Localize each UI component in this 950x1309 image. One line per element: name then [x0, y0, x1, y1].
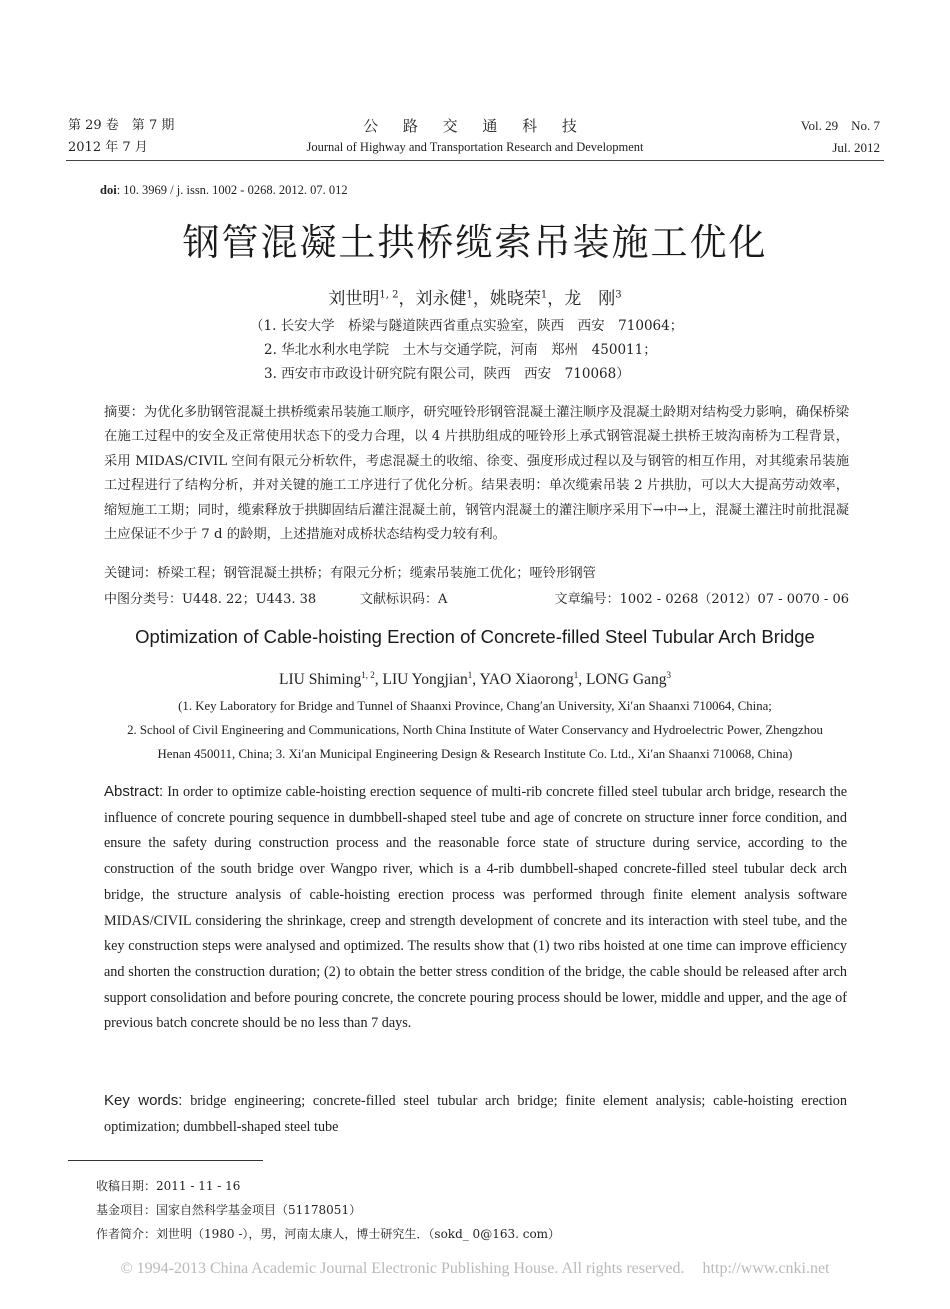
keywords-label: Key words: [104, 1092, 183, 1109]
received-date: 收稿日期：2011 - 11 - 16 [96, 1179, 241, 1193]
clc-number: 中图分类号：U448. 22；U443. 38 [104, 592, 317, 607]
date-en: Jul. 2012 [832, 140, 880, 155]
affiliation-line: 2. 华北水利水电学院 土木与交通学院，河南 郑州 450011； [264, 342, 657, 358]
volume-en: Vol. 29 No. 7 [800, 118, 880, 133]
abstract-en [104, 779, 847, 1037]
authors-cn [0, 284, 950, 309]
author-affiliation-mark: 3 [615, 289, 622, 301]
keywords-en [104, 1088, 847, 1140]
author-affiliation-mark: 3 [666, 670, 671, 680]
abstract-cn: 摘要：为优化多肋钢管混凝土拱桥缆索吊装施工顺序，研究哑铃形钢管混凝土灌注顺序及混凝土龄期对结构受力影响，确保桥梁在施工过程中的安全及正常使用状态下的受力合理，以 4 片拱肋组成的哑铃形上承式钢管混凝土拱桥王坡沟南桥为工程背景，采用 MIDAS/CIVIL 空间有限元分析软件，考虑混凝土的收缩、徐变、强度形成过程以及与钢管的相互作用，对其缆索吊装施工过程进行了结构分析，并对关键的施工工序进行了优化分析。结果表明：单次缆索吊装 2 片拱肋，可以大大提高劳动效率，缩短施工工期；同时，缆索释放于拱脚固结后灌注混凝土前，钢管内混凝土的灌注顺序采用下→中→上，混凝土灌注时前批混凝土应保证不少于 7 d 的龄期，上述措施对成桥状态结构受力较有利。 [104, 405, 849, 543]
authors-en [0, 670, 950, 689]
keywords-text: bridge engineering; concrete-filled steel tubular arch bridge; finite element analysis; cable-hoisting erection optimization; dumbbell-shaped steel tube [104, 1093, 847, 1135]
doi-value: : 10. 3969 / j. issn. 1002 - 0268. 2012. 07. 012 [116, 183, 348, 197]
paper-title-en: Optimization of Cable-hoisting Erection of Concrete-filled Steel Tubular Arch Bridge [135, 626, 815, 647]
author-name: , YAO Xiaorong [472, 671, 574, 689]
abstract-text: In order to optimize cable-hoisting erection sequence of multi-rib concrete filled steel tubular arch bridge, research the influence of concrete pouring sequence in dumbbell-shaped steel tube and age of concrete on structure inner force condition, and ensure the safety during construction process and the reasonable force state of structure during service, according to the construction of the south bridge over Wangpo river, which is a 4-rib dumbbell-shaped concrete-filled steel tubular deck arch bridge, the structure analysis of cable-hoisting erection process was performed through finite element analysis software MIDAS/CIVIL considering the shrinkage, creep and strength development of concrete and its interaction with steel tube, and the key construction steps were analysed and optimized. The results show that (1) two ribs hoisted at one time can improve efficiency and shorten the construction duration; (2) to obtain the better stress condition of the bridge, the cable should be released after arch support consolidation and before pouring concrete, the concrete pouring process should be lower, middle and upper, and the age of previous batch concrete should be no less than 7 days. [104, 784, 847, 1032]
volume-cn: 第 29 卷 第 7 期 [68, 118, 175, 133]
article-number: 文章编号：1002 - 0268（2012）07 - 0070 - 06 [554, 592, 849, 607]
journal-name-en: Journal of Highway and Transportation Research and Development [306, 140, 644, 154]
affiliations-en [60, 694, 890, 766]
doi-label: doi [100, 183, 117, 197]
author-name: ，龙 刚 [547, 289, 616, 309]
journal-name-cn: 公 路 交 通 科 技 [363, 117, 587, 135]
footnote-divider [68, 1160, 263, 1161]
affiliation-line: （1. 长安大学 桥梁与隧道陕西省重点实验室，陕西 西安 710064； [250, 318, 684, 334]
affiliation-line: 2. School of Civil Engineering and Communications, North China Institute of Water Conservancy and Hydroelectric Power, Zhengzhou [127, 723, 823, 737]
author-name: LIU Shiming [279, 671, 362, 689]
cnki-url: http://www.cnki.net [702, 1260, 830, 1277]
header-volume-issue-en [801, 115, 880, 159]
keywords-cn: 关键词：桥梁工程；钢管混凝土拱桥；有限元分析；缆索吊装施工优化；哑铃形钢管 [104, 566, 596, 581]
paper-title-cn: 钢管混凝土拱桥缆索吊装施工优化 [182, 221, 768, 264]
doi-line [100, 183, 348, 198]
copyright-notice [0, 1260, 950, 1278]
copyright-text: © 1994-2013 China Academic Journal Electronic Publishing House. All rights reserved. [120, 1260, 685, 1277]
author-name: 刘世明 [328, 289, 380, 309]
author-affiliation-mark: 1, 2 [379, 289, 399, 301]
author-affiliation-mark: 1 [466, 289, 473, 301]
author-bio: 作者简介：刘世明（1980 -），男，河南太康人，博士研究生．（sokd_ 0@163. com） [96, 1227, 561, 1241]
affiliations-cn [250, 314, 683, 386]
author-name: , LONG Gang [578, 671, 667, 689]
author-name: , LIU Yongjian [374, 671, 468, 689]
author-affiliation-mark: 1 [467, 670, 473, 680]
affiliation-line: Henan 450011, China; 3. Xi′an Municipal Engineering Design & Research Institute Co. Ltd., Xi′an Shaanxi 710068, China) [157, 747, 793, 761]
funding: 基金项目：国家自然科学基金项目（51178051） [96, 1203, 362, 1217]
author-name: ，刘永健 [398, 289, 467, 309]
author-affiliation-mark: 1 [573, 670, 579, 680]
date-cn: 2012 年 7 月 [68, 140, 148, 155]
author-affiliation-mark: 1 [540, 289, 548, 301]
affiliation-line: 3. 西安市市政设计研究院有限公司，陕西 西安 710068） [264, 366, 630, 382]
document-code: 文献标识码：A [360, 592, 448, 607]
abstract-label: Abstract: [104, 783, 164, 800]
header-divider [66, 160, 884, 161]
author-name: ，姚晓荣 [472, 289, 541, 309]
footnotes [96, 1174, 560, 1246]
affiliation-line: (1. Key Laboratory for Bridge and Tunnel of Shaanxi Province, Chang′an University, Xi′an Shaanxi 710064, China; [178, 699, 772, 713]
author-affiliation-mark: 1, 2 [361, 670, 375, 680]
